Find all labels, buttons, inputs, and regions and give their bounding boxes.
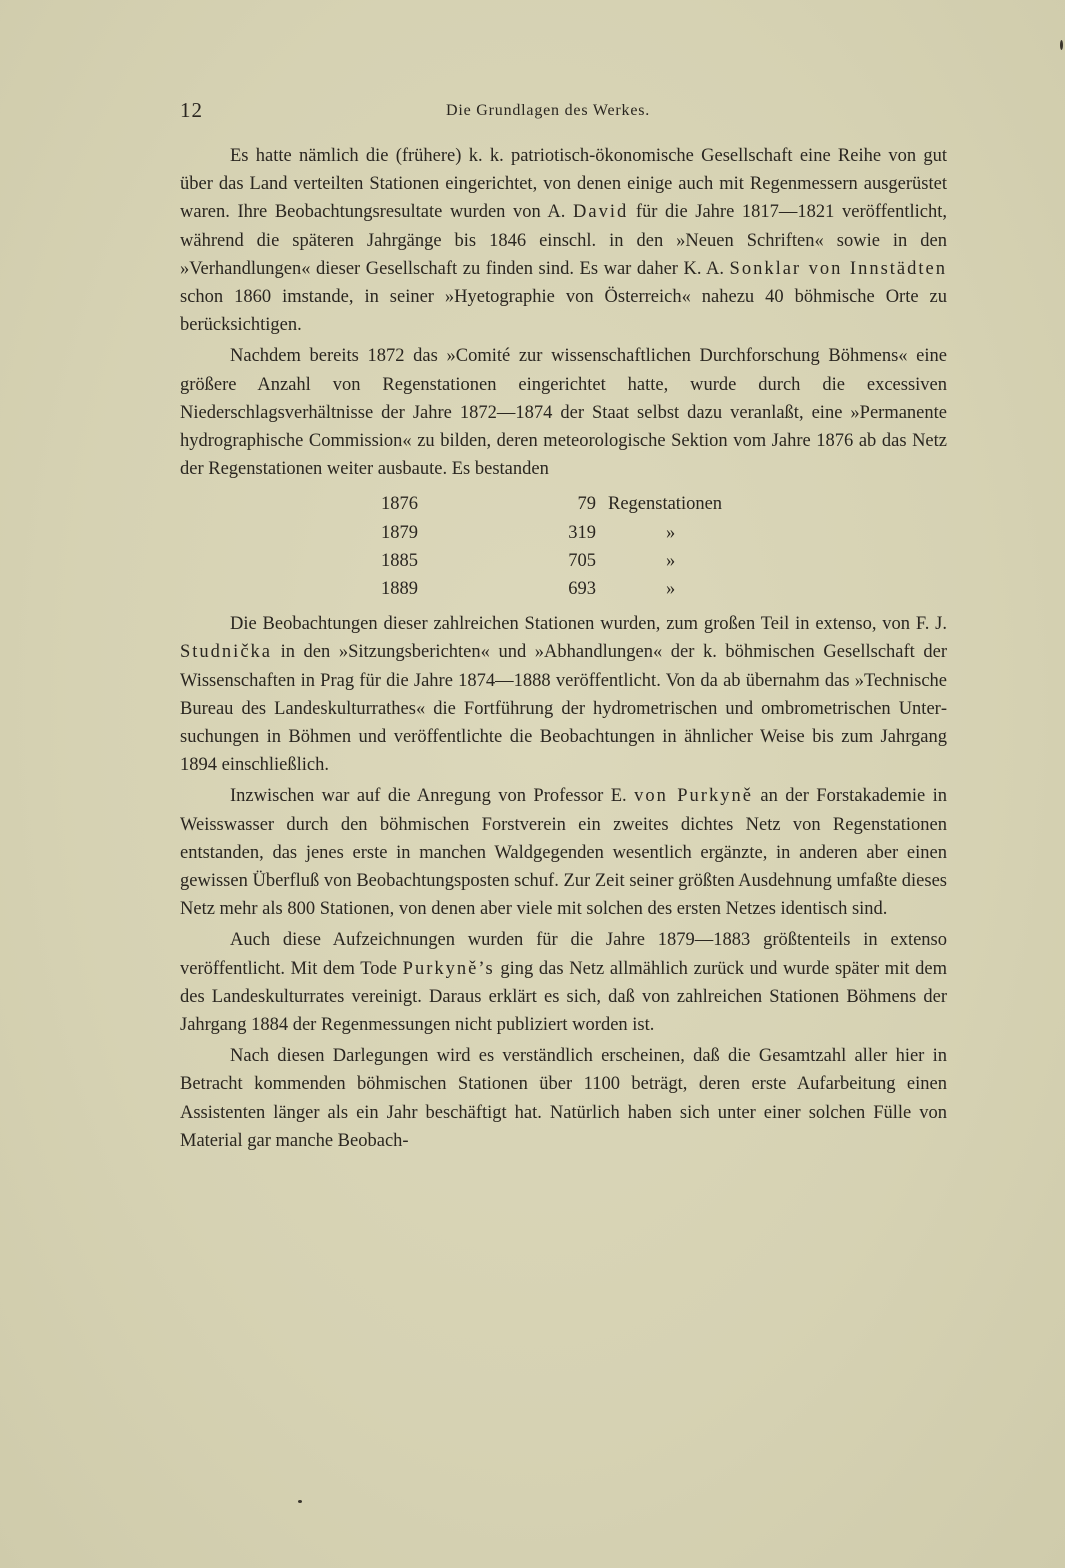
paragraph-1-part-c: schon 1860 imstande, in seiner »Hyetographie von Österreich« nahezu 40 böhmische Orte zu berücksichtigen. [180,287,947,336]
paragraph-3 [180,610,947,779]
paragraph-1-part-a: Es hatte nämlich die (frühere) k. k. patriotisch-ökonomische Gesellschaft eine Reihe von gut über das Land verteilten Stationen eingerichtet, von denen einige auch mit Regenmessern ausgerüstet waren. Ihre Beobachtungsresultate wurden von A. [180,146,947,223]
paragraph-2-text: Nachdem bereits 1872 das »Comité zur wissenschaftlichen Durchforschung Böhmens« eine größere Anzahl von Regenstationen eingerichtet hatte, wurde durch die excessiven Niederschlagsverhältnisse der Jahre 1872—1874 der Staat selbst dazu veranlaßt, eine »Permanente hydrographische Commission« zu bilden, deren meteorologische Sektion vom Jahre 1876 ab das Netz der Regenstationen weiter ausbaute. Es bestanden [180,346,947,480]
author-name-david: David [573,202,629,223]
paragraph-5-part-b: ging das Netz allmählich zurück und wurde später mit dem des Landeskulturrates vereinigt. Daraus erklärt es sich, daß von zahlreichen Stationen Böhmens der Jahrgang 1884 der Regenmessungen nicht publiziert worden ist. [180,958,948,1036]
author-name-sonklar: Sonklar von Innstädten [729,258,947,279]
paper-speck [1060,40,1063,50]
table-row [180,490,947,518]
paragraph-1-part-b: für die Jahre 1817—1821 veröffentlicht, während die späteren Jahrgänge bis 1846 einschl. in den »Neuen Schriften« sowie in den »Verhandlungen« dieser Gesellschaft zu finden sind. Es war daher K. A. [180,202,948,279]
paragraph-3-part-b: in den »Sitzungsberichten« und »Abhandlungen« der k. böhmischen Gesellschaft der Wissenschaften in Prag für die Jahre 1874—1888 veröffentlicht. Von da ab übernahm das »Technische Bureau des Landeskulturrathes« die Fortführung der hydrometrischen und ombrometrischen Untersuchungen in Böhmen und veröffentlichte die Beobachtungen in ähnlicher Weise bis zum Jahrgang 1894 einschließlich. [180,642,948,776]
running-head: Die Grundlagen des Werkes. [446,102,651,119]
table-year: 1885 [381,550,418,571]
table-ditto-mark: » [666,522,676,543]
table-row [180,575,947,603]
paragraph-2 [180,342,947,483]
paragraph-3-part-a: Die Beobachtungen dieser zahlreichen Stationen wurden, zum großen Teil in extenso, von F. J. [230,614,947,635]
table-unit: Regenstationen [608,494,723,515]
paragraph-5-part-a: Auch diese Aufzeichnungen wurden für die Jahre 1879—1883 größtenteils in extenso veröffentlicht. Mit dem Tode [180,930,947,979]
table-count: 79 [577,494,596,515]
table-count: 319 [568,522,596,543]
body-text [180,142,947,1155]
paragraph-4-part-b: an der Forstakademie in Weisswasser durch den böhmischen Forstverein ein zweites dichtes Netz von Regenstationen entstanden, das jenes erste in manchen Waldgegenden wesentlich ergänzte, in anderen aber einen gewissen Überfluß von Beobachtungsposten schuf. Zur Zeit seiner größten Ausdehnung umfaßte dieses Netz mehr als 800 Stationen, von denen aber viele mit solchen des ersten Netzes identisch sind. [180,786,948,920]
paper-speck [298,1500,302,1503]
table-count: 705 [568,550,596,571]
paragraph-6-text: Nach diesen Darlegungen wird es verständlich erscheinen, daß die Gesamtzahl aller hier in Betracht kommenden böhmischen Stationen über 1100 beträgt, deren erste Aufarbeitung einen Assistenten länger als ein Jahr beschäftigt hat. Natürlich haben sich unter einer solchen Fülle von Material gar manche Beobach- [180,1046,947,1151]
stations-table [180,490,947,603]
table-count: 693 [568,579,596,599]
paragraph-4-part-a: Inzwischen war auf die Anregung von Professor E. [230,786,627,807]
author-name-purkyne-genitive: Purkyně’s [402,958,495,979]
author-name-purkyne: von Purkyně [634,786,753,807]
page-number: 12 [180,98,203,122]
paragraph-1 [180,142,947,339]
table-row [180,519,947,547]
author-name-studnicka: Studnička [180,642,272,663]
table-ditto-mark: » [666,550,676,571]
page-header [180,98,947,124]
paragraph-4 [180,782,947,923]
table-year: 1889 [381,579,418,599]
table-row [180,547,947,575]
table-ditto-mark: » [666,579,676,599]
table-year: 1876 [381,494,418,515]
table-year: 1879 [381,522,418,543]
paragraph-6 [180,1042,947,1155]
paragraph-5 [180,926,947,1039]
